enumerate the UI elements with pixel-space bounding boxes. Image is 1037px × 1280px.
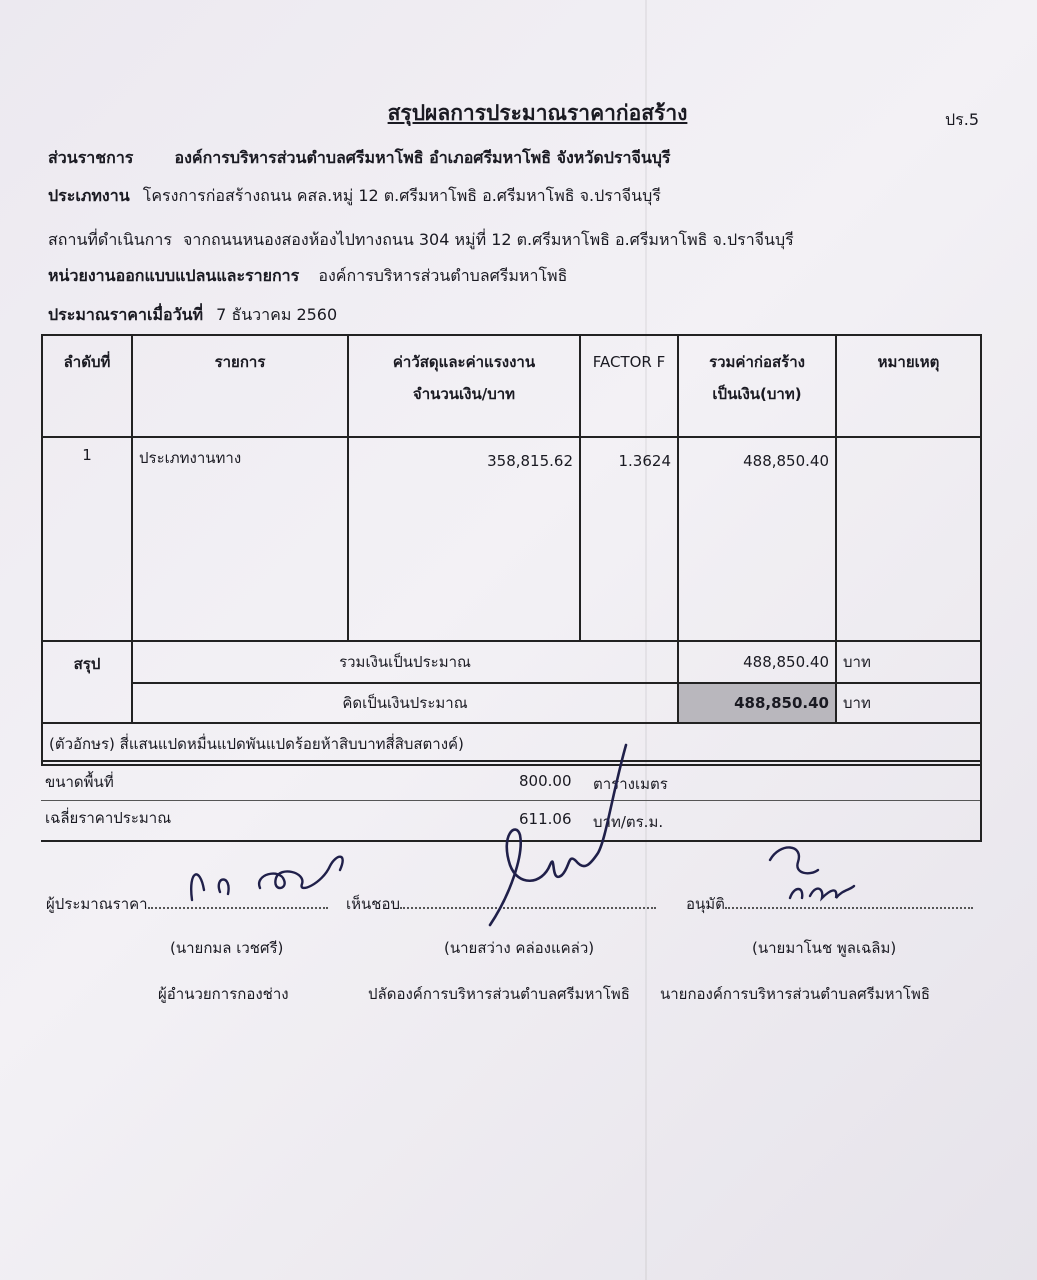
col-total-header-line1: รวมค่าก่อสร้าง bbox=[709, 353, 805, 371]
work-type-line bbox=[48, 184, 661, 209]
approver-label: เห็นชอบ bbox=[346, 895, 400, 913]
area-value: 800.00 bbox=[519, 772, 572, 790]
authorizer-signature bbox=[760, 840, 870, 910]
estimate-table bbox=[41, 334, 982, 766]
table-header-row bbox=[42, 335, 981, 437]
average-label: เฉลี่ยราคาประมาณ bbox=[45, 809, 172, 827]
sum-text: รวมเงินเป็นประมาณ bbox=[132, 641, 678, 683]
design-unit-line bbox=[48, 264, 567, 289]
average-value: 611.06 bbox=[519, 810, 572, 828]
row-no: 1 bbox=[42, 437, 132, 641]
estimate-date-value: 7 ธันวาคม 2560 bbox=[216, 305, 338, 324]
col-item-header: รายการ bbox=[132, 335, 348, 437]
row-item: ประเภทงานทาง bbox=[132, 437, 348, 641]
average-unit: บาท/ตร.ม. bbox=[593, 813, 664, 831]
col-cost-header-line1: ค่าวัสดุและค่าแรงงาน bbox=[392, 353, 536, 371]
row-remark bbox=[836, 437, 981, 641]
agency-value: องค์การบริหารส่วนตำบลศรีมหาโพธิ อำเภอศรีมหาโพธิ จังหวัดปราจีนบุรี bbox=[174, 148, 671, 167]
rounded-unit: บาท bbox=[836, 683, 981, 723]
form-code: ปร.5 bbox=[945, 110, 980, 129]
estimate-date-line bbox=[48, 303, 337, 328]
agency-line bbox=[48, 146, 671, 171]
estimate-date-label: ประมาณราคาเมื่อวันที่ bbox=[48, 305, 204, 324]
amount-in-words: (ตัวอักษร) สี่แสนแปดหมื่นแปดพันแปดร้อยห้าสิบบาทสี่สิบสตางค์) bbox=[42, 723, 981, 765]
row-factor: 1.3624 bbox=[580, 437, 678, 641]
col-total-header-line2: เป็นเงิน(บาท) bbox=[712, 385, 802, 403]
estimator-signature bbox=[180, 830, 360, 910]
col-cost-header bbox=[348, 335, 580, 437]
rounded-text: คิดเป็นเงินประมาณ bbox=[132, 683, 678, 723]
design-unit-value: องค์การบริหารส่วนตำบลศรีมหาโพธิ bbox=[318, 266, 568, 285]
work-type-value: โครงการก่อสร้างถนน คสล.หมู่ 12 ต.ศรีมหาโพธิ อ.ศรีมหาโพธิ จ.ปราจีนบุรี bbox=[142, 186, 661, 205]
sum-unit: บาท bbox=[836, 641, 981, 683]
row-cost: 358,815.62 bbox=[348, 437, 580, 641]
area-unit: ตารางเมตร bbox=[593, 775, 668, 793]
rounded-value: 488,850.40 bbox=[678, 683, 836, 723]
approver-name: (นายสว่าง คล่องแคล่ว) bbox=[444, 939, 595, 957]
location-label: สถานที่ดำเนินการ bbox=[48, 230, 172, 249]
summary-label: สรุป bbox=[42, 641, 132, 723]
approver-position: ปลัดองค์การบริหารส่วนตำบลศรีมหาโพธิ bbox=[368, 985, 630, 1003]
col-remark-header: หมายเหตุ bbox=[836, 335, 981, 437]
authorizer-position: นายกองค์การบริหารส่วนตำบลศรีมหาโพธิ bbox=[660, 985, 931, 1003]
estimator-position: ผู้อำนวยการกองช่าง bbox=[158, 985, 289, 1003]
col-total-header bbox=[678, 335, 836, 437]
location-value: จากถนนหนองสองห้องไปทางถนน 304 หมู่ที่ 12 ต.ศรีมหาโพธิ อ.ศรีมหาโพธิ จ.ปราจีนบุรี bbox=[183, 230, 794, 249]
document-title: สรุปผลการประมาณราคาก่อสร้าง bbox=[387, 101, 688, 125]
table-row bbox=[42, 437, 981, 641]
authorizer-label: อนุมัติ bbox=[686, 895, 725, 913]
summary-row bbox=[42, 641, 981, 683]
design-unit-label: หน่วยงานออกแบบแปลนและรายการ bbox=[48, 266, 300, 285]
estimator-name: (นายกมล เวชศรี) bbox=[170, 939, 284, 957]
agency-label: ส่วนราชการ bbox=[48, 148, 134, 167]
authorizer-name: (นายมาโนช พูลเฉลิม) bbox=[752, 939, 897, 957]
sum-value: 488,850.40 bbox=[678, 641, 836, 683]
approver-signature bbox=[480, 735, 660, 945]
work-type-label: ประเภทงาน bbox=[48, 186, 130, 205]
col-factor-header: FACTOR F bbox=[580, 335, 678, 437]
col-cost-header-line2: จำนวนเงิน/บาท bbox=[412, 385, 516, 403]
location-line bbox=[48, 228, 794, 253]
estimator-label: ผู้ประมาณราคา bbox=[46, 895, 148, 913]
area-label: ขนาดพื้นที่ bbox=[45, 773, 114, 791]
rounded-row bbox=[42, 683, 981, 723]
row-total: 488,850.40 bbox=[678, 437, 836, 641]
col-no-header: ลำดับที่ bbox=[42, 335, 132, 437]
